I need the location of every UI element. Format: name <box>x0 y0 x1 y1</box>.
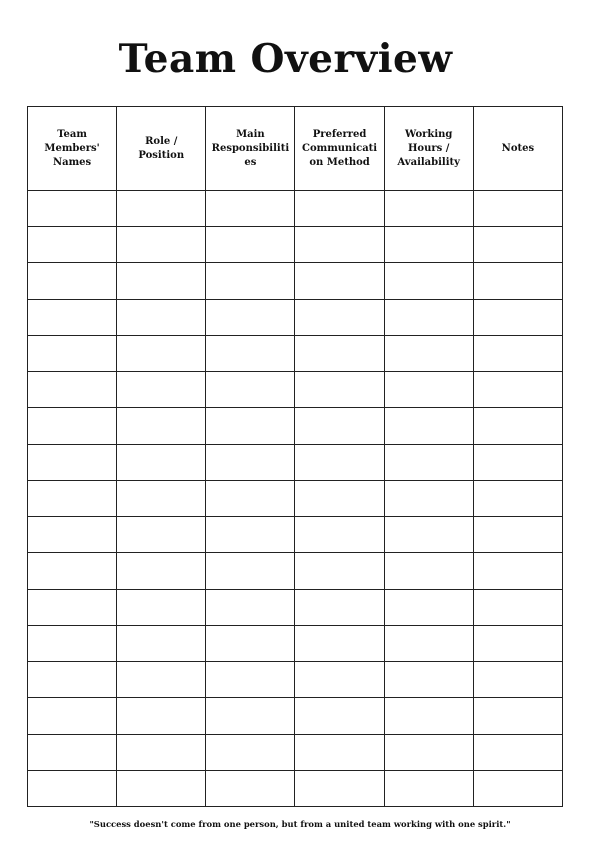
table-cell <box>384 517 473 553</box>
table-cell <box>28 698 117 734</box>
table-cell <box>117 444 206 480</box>
table-cell <box>206 625 295 661</box>
table-cell <box>473 589 562 625</box>
table-cell <box>28 444 117 480</box>
table-cell <box>473 480 562 516</box>
column-header-notes: Notes <box>473 107 562 191</box>
table-cell <box>473 408 562 444</box>
table-cell <box>384 734 473 770</box>
table-cell <box>384 372 473 408</box>
table-body <box>28 191 563 807</box>
table-cell <box>206 589 295 625</box>
table-cell <box>117 517 206 553</box>
table-cell <box>473 191 562 227</box>
table-cell <box>117 553 206 589</box>
table-row <box>28 372 563 408</box>
table-row <box>28 444 563 480</box>
table-cell <box>473 734 562 770</box>
table-cell <box>28 263 117 299</box>
table-cell <box>473 625 562 661</box>
column-header-responsibilities: Main Responsibilities <box>206 107 295 191</box>
table-cell <box>117 227 206 263</box>
table-cell <box>295 227 384 263</box>
page-title: Team Overview <box>118 36 453 82</box>
table-cell <box>295 662 384 698</box>
table-cell <box>295 191 384 227</box>
table-cell <box>206 517 295 553</box>
table-cell <box>295 372 384 408</box>
table-cell <box>473 444 562 480</box>
table-cell <box>117 372 206 408</box>
table-cell <box>384 408 473 444</box>
table-cell <box>295 517 384 553</box>
table-cell <box>28 227 117 263</box>
table-row <box>28 227 563 263</box>
table-cell <box>295 553 384 589</box>
table-cell <box>206 770 295 806</box>
table-cell <box>295 480 384 516</box>
table-row <box>28 191 563 227</box>
table-cell <box>473 698 562 734</box>
table-cell <box>206 553 295 589</box>
header-row <box>28 107 563 191</box>
table-cell <box>117 408 206 444</box>
table-cell <box>117 589 206 625</box>
table-cell <box>117 625 206 661</box>
table-row <box>28 335 563 371</box>
table-cell <box>384 698 473 734</box>
table-row <box>28 662 563 698</box>
table-cell <box>117 770 206 806</box>
table-cell <box>28 589 117 625</box>
table-cell <box>117 698 206 734</box>
table-cell <box>28 480 117 516</box>
table-cell <box>384 444 473 480</box>
table-cell <box>295 625 384 661</box>
table-cell <box>295 263 384 299</box>
table-row <box>28 263 563 299</box>
table-cell <box>473 553 562 589</box>
table-cell <box>28 770 117 806</box>
table-cell <box>295 770 384 806</box>
table-cell <box>473 263 562 299</box>
table-cell <box>473 227 562 263</box>
table-cell <box>206 191 295 227</box>
table-cell <box>206 335 295 371</box>
table-cell <box>473 335 562 371</box>
table-cell <box>28 372 117 408</box>
table-cell <box>28 734 117 770</box>
table-cell <box>28 517 117 553</box>
column-header-role: Role / Position <box>117 107 206 191</box>
table-cell <box>295 589 384 625</box>
table-cell <box>206 263 295 299</box>
table-cell <box>117 480 206 516</box>
column-header-names: Team Members' Names <box>28 107 117 191</box>
table-cell <box>117 734 206 770</box>
table-cell <box>206 299 295 335</box>
table-cell <box>473 662 562 698</box>
table-cell <box>384 589 473 625</box>
table-cell <box>206 662 295 698</box>
table-cell <box>295 335 384 371</box>
table-cell <box>206 444 295 480</box>
table-cell <box>28 299 117 335</box>
table-cell <box>28 662 117 698</box>
table-cell <box>117 662 206 698</box>
footer-quote: "Success doesn't come from one person, but from a united team working with one spirit." <box>89 819 511 829</box>
table-cell <box>206 408 295 444</box>
table-cell <box>384 227 473 263</box>
table-cell <box>206 480 295 516</box>
table-cell <box>28 625 117 661</box>
table-cell <box>206 734 295 770</box>
table-cell <box>473 299 562 335</box>
table-cell <box>473 517 562 553</box>
table-cell <box>117 299 206 335</box>
table-cell <box>384 625 473 661</box>
table-cell <box>384 263 473 299</box>
table-row <box>28 734 563 770</box>
table-cell <box>206 698 295 734</box>
table-cell <box>295 299 384 335</box>
table-cell <box>384 770 473 806</box>
column-header-hours: Working Hours / Availability <box>384 107 473 191</box>
table-cell <box>117 335 206 371</box>
table-row <box>28 698 563 734</box>
table-cell <box>295 734 384 770</box>
table-row <box>28 589 563 625</box>
column-header-communication: Preferred Communication Method <box>295 107 384 191</box>
table-cell <box>206 227 295 263</box>
table-cell <box>473 770 562 806</box>
table-row <box>28 517 563 553</box>
table-row <box>28 770 563 806</box>
table-row <box>28 408 563 444</box>
table-cell <box>117 263 206 299</box>
table-cell <box>206 372 295 408</box>
table-cell <box>384 553 473 589</box>
table-cell <box>28 191 117 227</box>
table-cell <box>384 480 473 516</box>
table-cell <box>28 553 117 589</box>
table-cell <box>295 408 384 444</box>
table-cell <box>384 191 473 227</box>
table-cell <box>384 662 473 698</box>
table-row <box>28 553 563 589</box>
table-cell <box>295 698 384 734</box>
team-overview-table <box>27 106 563 807</box>
table-cell <box>473 372 562 408</box>
table-cell <box>384 299 473 335</box>
table-cell <box>28 408 117 444</box>
table-cell <box>384 335 473 371</box>
table-cell <box>117 191 206 227</box>
table-row <box>28 299 563 335</box>
table-cell <box>28 335 117 371</box>
table-row <box>28 480 563 516</box>
table-row <box>28 625 563 661</box>
table-cell <box>295 444 384 480</box>
